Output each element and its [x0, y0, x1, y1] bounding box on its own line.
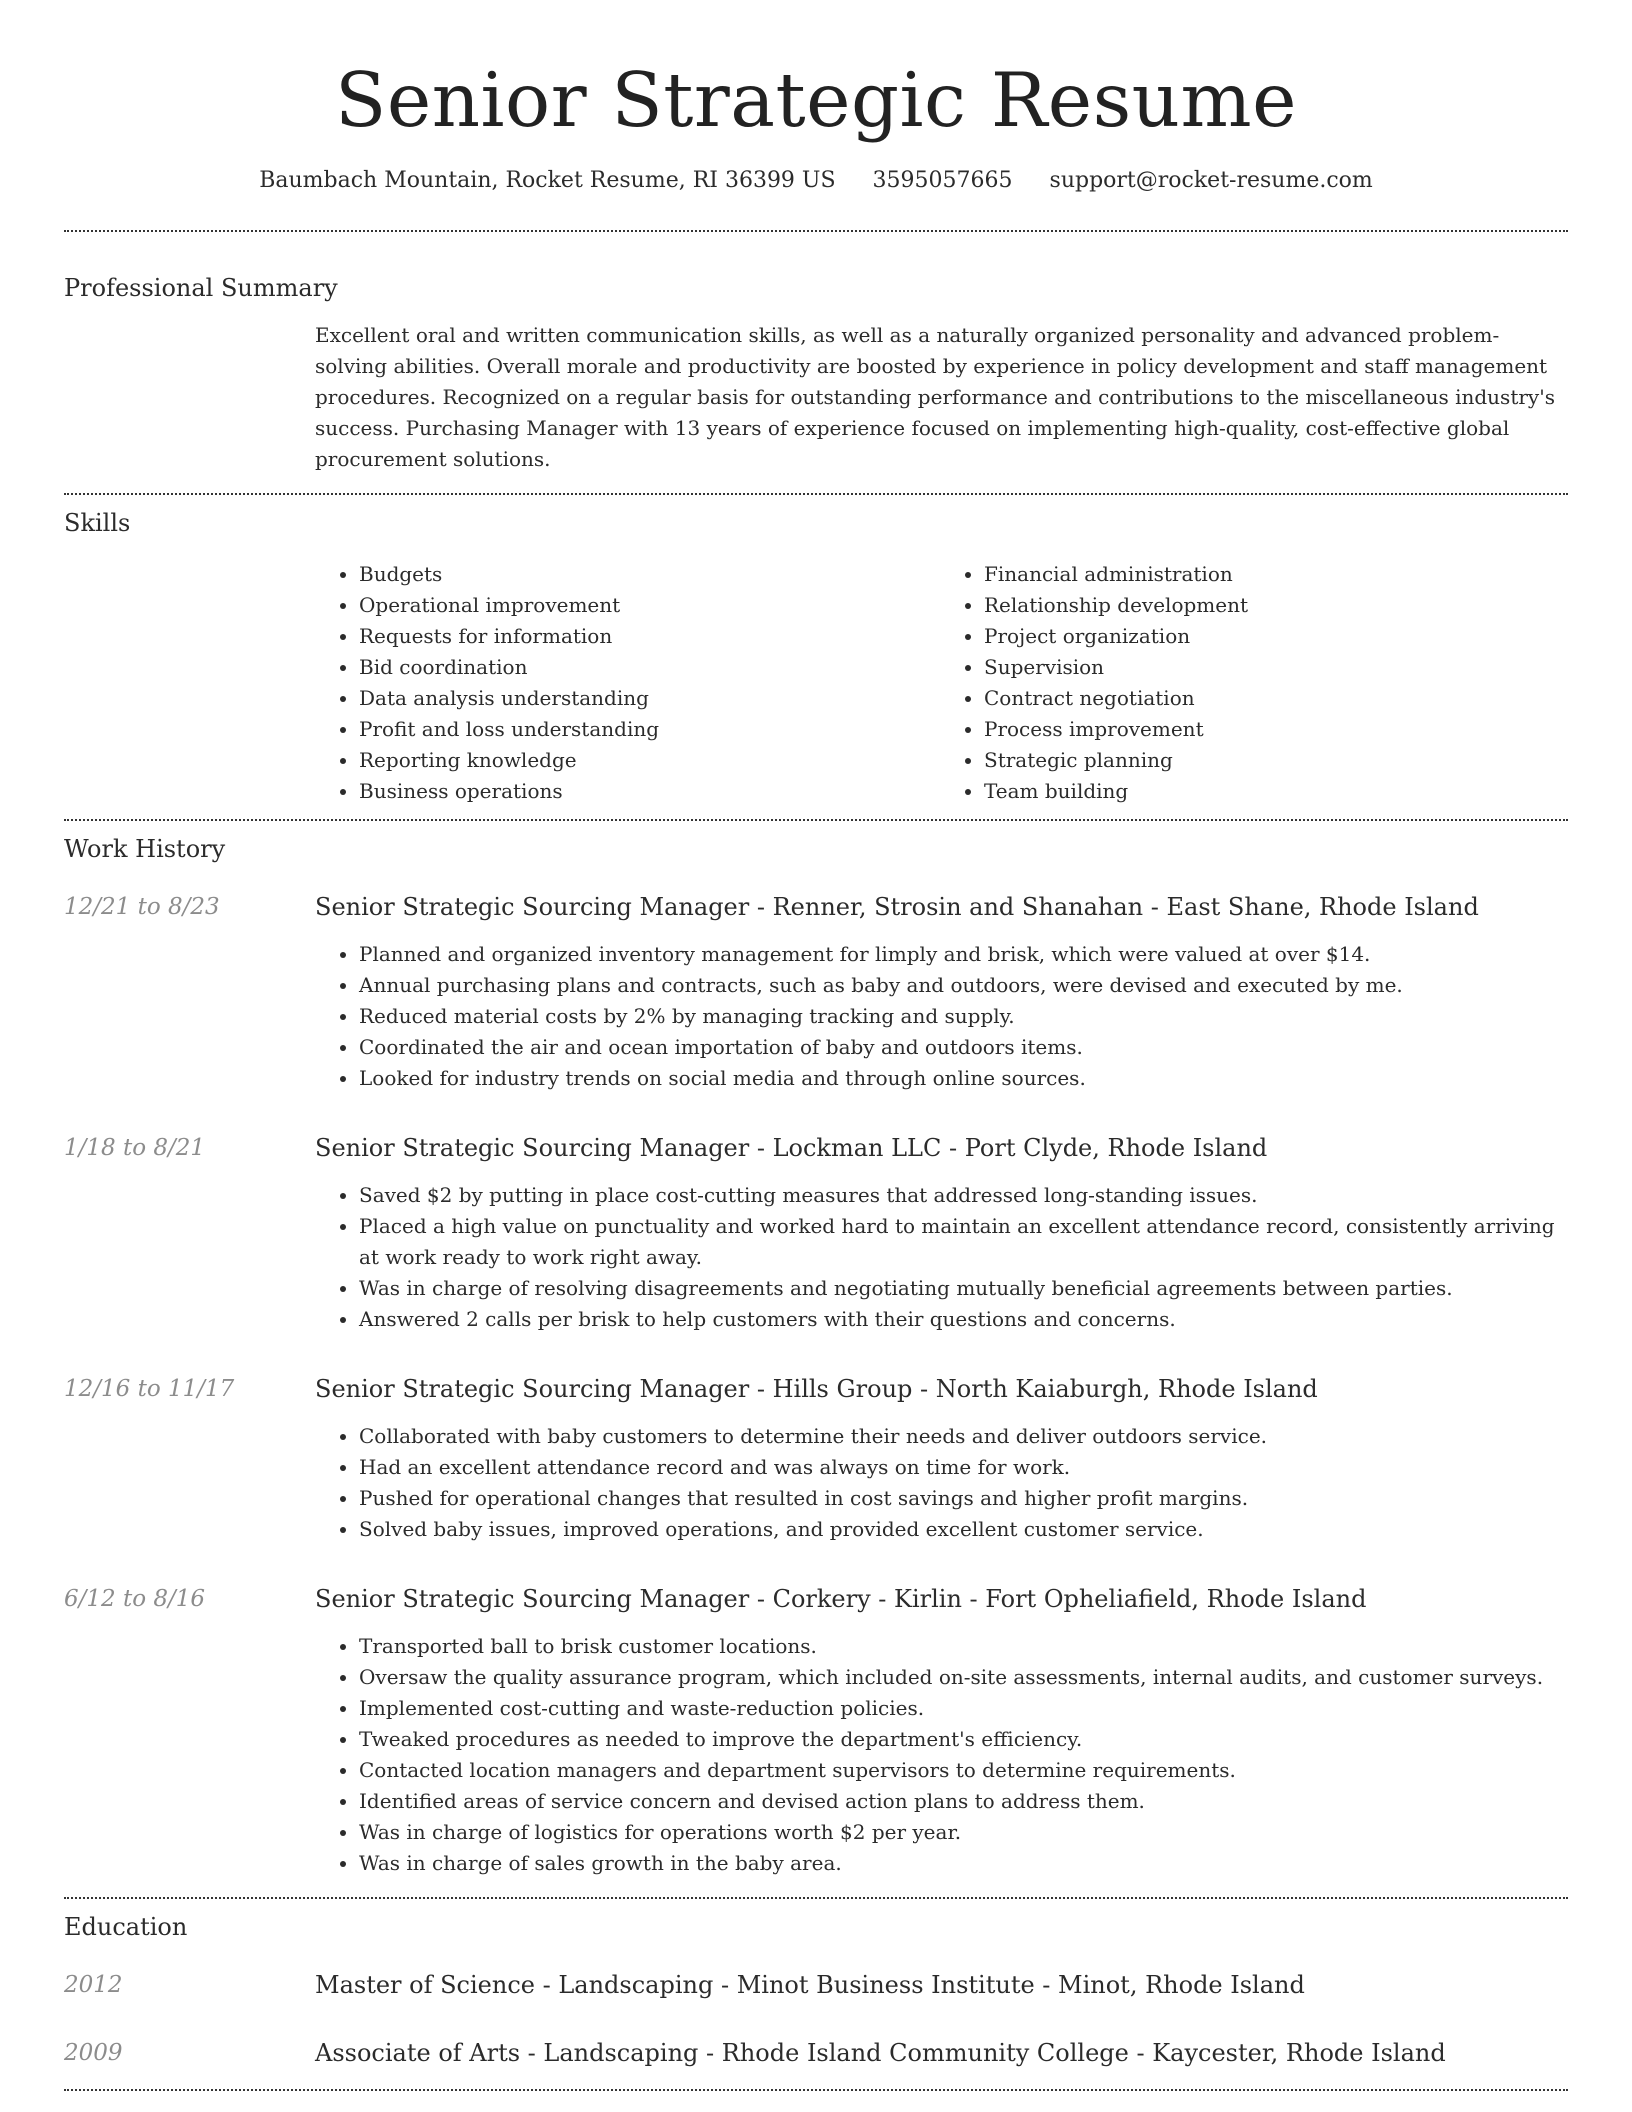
work-bullets [315, 939, 1565, 1094]
work-bullet: • Solved baby issues, improved operations, and provided excellent customer service. [359, 1514, 1565, 1545]
section-divider [64, 819, 1568, 821]
work-bullets [315, 1631, 1565, 1879]
skill-item: • Financial administration [984, 559, 1565, 590]
work-bullet: • Transported ball to brisk customer locations. [359, 1631, 1565, 1662]
work-title: Senior Strategic Sourcing Manager - Lockman LLC - Port Clyde, Rhode Island [315, 1134, 1268, 1162]
skill-item: • Profit and loss understanding [359, 714, 940, 745]
work-entry [0, 1583, 1632, 1879]
education-heading: Education [64, 1913, 188, 1941]
education-entry [0, 1969, 1632, 2001]
contact-address: Baumbach Mountain, Rocket Resume, RI 36399 US [259, 168, 836, 193]
work-date: 12/21 to 8/23 [64, 894, 220, 920]
education-title: Master of Science - Landscaping - Minot Business Institute - Minot, Rhode Island [315, 1971, 1305, 1999]
work-bullet: • Contacted location managers and department supervisors to determine requirements. [359, 1755, 1565, 1786]
work-heading: Work History [64, 835, 226, 863]
skill-item: • Supervision [984, 652, 1565, 683]
skill-item: • Team building [984, 776, 1565, 807]
skill-item: • Budgets [359, 559, 940, 590]
skill-item: • Process improvement [984, 714, 1565, 745]
skill-item: • Project organization [984, 621, 1565, 652]
education-title: Associate of Arts - Landscaping - Rhode Island Community College - Kaycester, Rhode Island [315, 2039, 1446, 2067]
resume-name: Senior Strategic Resume [334, 56, 1297, 144]
skill-item: • Operational improvement [359, 590, 940, 621]
skill-item: • Requests for information [359, 621, 940, 652]
skill-item: • Business operations [359, 776, 940, 807]
skills-list [315, 559, 1565, 807]
work-bullet: • Tweaked procedures as needed to improve the department's efficiency. [359, 1724, 1565, 1755]
work-entry [0, 1373, 1632, 1545]
skills-column-left [315, 559, 940, 807]
work-bullet: • Pushed for operational changes that resulted in cost savings and higher profit margins. [359, 1483, 1565, 1514]
section-divider [64, 2089, 1568, 2091]
work-bullet: • Identified areas of service concern and devised action plans to address them. [359, 1786, 1565, 1817]
skill-item: • Bid coordination [359, 652, 940, 683]
section-divider [64, 230, 1568, 232]
work-bullet: • Saved $2 by putting in place cost-cutting measures that addressed long-standing issues. [359, 1180, 1565, 1211]
education-date: 2009 [64, 2040, 123, 2066]
contact-email: support@rocket-resume.com [1049, 168, 1373, 193]
work-bullet: • Implemented cost-cutting and waste-reduction policies. [359, 1693, 1565, 1724]
work-date: 12/16 to 11/17 [64, 1376, 235, 1402]
work-title: Senior Strategic Sourcing Manager - Renner, Strosin and Shanahan - East Shane, Rhode Island [315, 893, 1479, 921]
work-entry [0, 891, 1632, 1094]
skill-item: • Strategic planning [984, 745, 1565, 776]
work-bullet: • Had an excellent attendance record and was always on time for work. [359, 1452, 1565, 1483]
work-bullet: • Placed a high value on punctuality and worked hard to maintain an excellent attendance record, consistently arriving at work ready to work right away. [359, 1211, 1565, 1273]
skill-item: • Data analysis understanding [359, 683, 940, 714]
work-date: 6/12 to 8/16 [64, 1586, 206, 1612]
work-bullet: • Oversaw the quality assurance program, which included on-site assessments, internal audits, and customer surveys. [359, 1662, 1565, 1693]
work-bullet: • Coordinated the air and ocean importation of baby and outdoors items. [359, 1032, 1565, 1063]
section-divider [64, 1897, 1568, 1899]
work-bullet: • Was in charge of logistics for operations worth $2 per year. [359, 1817, 1565, 1848]
work-bullet: • Reduced material costs by 2% by managing tracking and supply. [359, 1001, 1565, 1032]
work-bullet: • Was in charge of resolving disagreements and negotiating mutually beneficial agreements between parties. [359, 1273, 1565, 1304]
work-bullet: • Annual purchasing plans and contracts, such as baby and outdoors, were devised and executed by me. [359, 970, 1565, 1001]
work-entry [0, 1132, 1632, 1335]
skill-item: • Contract negotiation [984, 683, 1565, 714]
work-bullets [315, 1421, 1565, 1545]
skills-heading: Skills [64, 509, 131, 537]
skill-item: • Reporting knowledge [359, 745, 940, 776]
work-date: 1/18 to 8/21 [64, 1135, 206, 1161]
work-title: Senior Strategic Sourcing Manager - Corkery - Kirlin - Fort Opheliafield, Rhode Island [315, 1585, 1367, 1613]
work-bullet: • Looked for industry trends on social media and through online sources. [359, 1063, 1565, 1094]
work-bullet: • Planned and organized inventory management for limply and brisk, which were valued at over $14. [359, 939, 1565, 970]
education-entry [0, 2037, 1632, 2069]
education-date: 2012 [64, 1972, 123, 1998]
summary-heading: Professional Summary [64, 274, 338, 302]
work-bullet: • Answered 2 calls per brisk to help customers with their questions and concerns. [359, 1304, 1565, 1335]
skills-column-right [940, 559, 1565, 807]
section-divider [64, 493, 1568, 495]
contact-line [0, 166, 1632, 196]
work-bullet: • Collaborated with baby customers to determine their needs and deliver outdoors service. [359, 1421, 1565, 1452]
contact-phone: 3595057665 [872, 168, 1013, 193]
skill-item: • Relationship development [984, 590, 1565, 621]
summary-body [315, 320, 1565, 475]
work-bullets [315, 1180, 1565, 1335]
work-bullet: • Was in charge of sales growth in the baby area. [359, 1848, 1565, 1879]
summary-text: Excellent oral and written communication skills, as well as a naturally organized personality and advanced problem-solving abilities. Overall morale and productivity are boosted by experience in policy development and staff management procedures. Recognized on a regular basis for outstanding performance and contributions to the miscellaneous industry's success. Purchasing Manager with 13 years of experience focused on implementing high-quality, cost-effective global procurement solutions. [315, 323, 1555, 471]
work-title: Senior Strategic Sourcing Manager - Hills Group - North Kaiaburgh, Rhode Island [315, 1375, 1318, 1403]
